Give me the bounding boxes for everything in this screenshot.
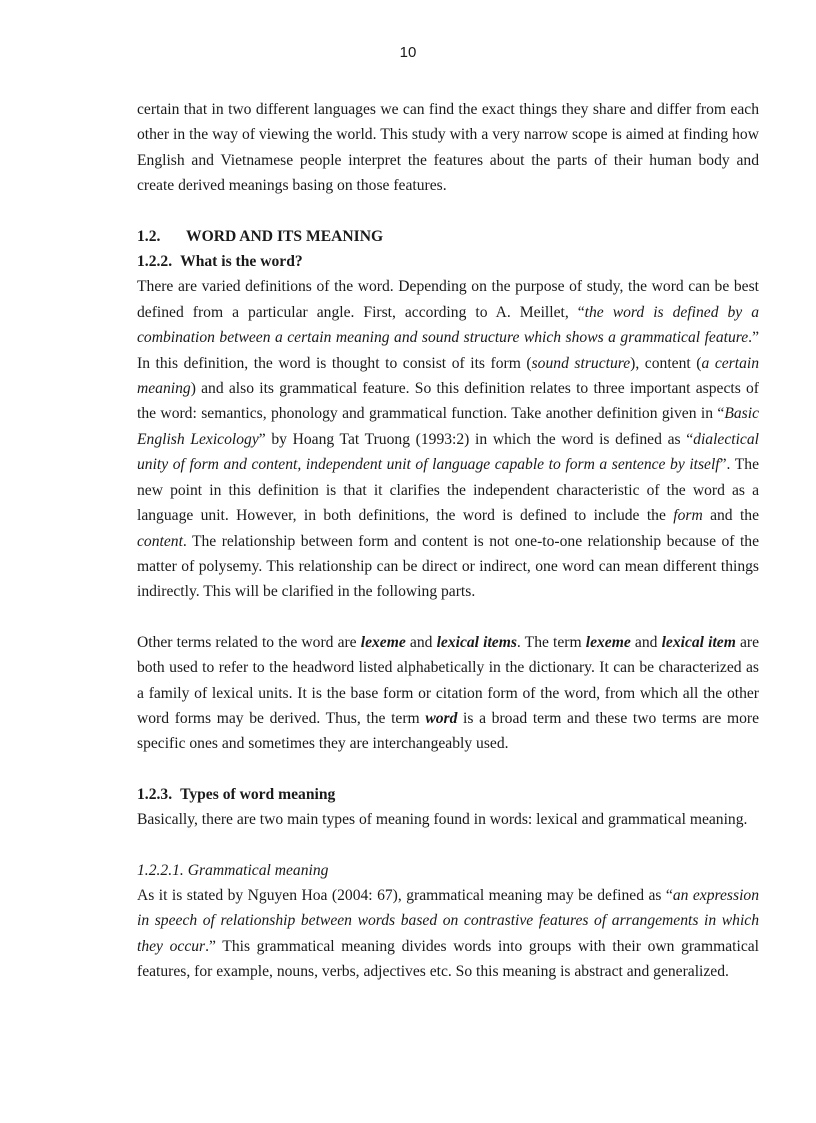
section-heading-1-2-3 [137, 782, 759, 807]
subsection-heading-1-2-2-1 [137, 858, 759, 883]
text-run: is a broad term and these two terms are more specific ones and sometimes they are interchangeably used. [137, 709, 759, 753]
section-number: 1.2.2. [137, 253, 173, 271]
italic-term: form [673, 507, 703, 525]
text-run: There are varied definitions of the word. Depending on the purpose of study, the word can be best defined from a particular angle. First, according to A. Meillet, “ [137, 278, 759, 321]
text-run: . The relationship between form and content is not one-to-one relationship because of the matter of polysemy. This relationship can be direct or indirect, one word can mean different things indirectly. This will be clarified in the following parts. [137, 532, 759, 601]
italic-quote: dialectical unity of form and content, independent unit of language capable to form a sentence by itself [137, 430, 759, 474]
terms-paragraph [137, 630, 759, 757]
grammatical-meaning-paragraph [137, 883, 759, 985]
text-run: are both used to refer to the headword listed alphabetically in the dictionary. It can be characterized as a family of lexical units. It is the base form or citation form of the word, from which all the other word forms may be derived. Thus, the term [137, 633, 760, 727]
section-number: 1.2. [137, 227, 161, 245]
section-title: Types of word meaning [180, 785, 336, 803]
text-run: ” by Hoang Tat Truong (1993:2) in which the word is defined as “ [258, 430, 694, 448]
bold-term: lexeme [585, 633, 631, 651]
section-title: What is the word? [180, 253, 303, 271]
definition-paragraph [137, 274, 759, 604]
text-run: ) and also its grammatical feature. So this definition relates to three important aspects of the word: semantics, phonology and grammatical function. Take another definition given in “ [137, 380, 759, 423]
page-number: 10 [399, 44, 417, 61]
subsection-number: 1.2.2.1. [137, 861, 184, 879]
text-run: .” This grammatical meaning divides words into groups with their own grammatical features, for example, nouns, verbs, adjectives etc. So this meaning is abstract and generalized. [137, 937, 759, 981]
bold-term: lexical item [661, 633, 736, 651]
italic-title: Basic English Lexicology [137, 405, 759, 448]
text-run: and [405, 633, 437, 651]
italic-term: sound structure [531, 354, 631, 372]
text-run: and [630, 633, 662, 651]
page-body [137, 97, 759, 985]
section-number: 1.2.3. [137, 785, 173, 803]
bold-term: lexeme [360, 633, 406, 651]
bold-term: word [425, 709, 458, 727]
italic-quote: the word is defined by a combination between a certain meaning and sound structure which shows a grammatical feature [137, 303, 759, 347]
types-paragraph: Basically, there are two main types of meaning found in words: lexical and grammatical meaning. [137, 811, 748, 829]
text-run: and the [702, 507, 759, 525]
text-run: As it is stated by Nguyen Hoa (2004: 67), grammatical meaning may be defined as “ [137, 886, 673, 904]
text-run: Other terms related to the word are [137, 633, 361, 651]
text-run: .” In this definition, the word is thought to consist of its form ( [137, 329, 759, 372]
section-heading-1-2-2 [137, 249, 759, 274]
italic-term: content [137, 532, 183, 550]
italic-term: a certain meaning [137, 354, 759, 398]
text-run: ”. The new point in this definition is that it clarifies the independent characteristic of the word as a language unit. However, in both definitions, the word is defined to include the [137, 456, 759, 525]
text-run: . The term [516, 633, 586, 651]
italic-quote: an expression in speech of relationship between words based on contrastive features of arrangements in which they occur [137, 886, 759, 955]
subsection-title: Grammatical meaning [187, 861, 329, 879]
bold-term: lexical items [436, 633, 517, 651]
section-heading-1-2 [137, 224, 759, 249]
text-run: ), content ( [630, 354, 702, 372]
intro-paragraph: certain that in two different languages we can find the exact things they share and differ from each other in the way of viewing the world. This study with a very narrow scope is aimed at finding how English and Vietnamese people interpret the features about the parts of their human body and create derived meanings basing on those features. [137, 101, 759, 195]
section-title: WORD AND ITS MEANING [186, 227, 384, 245]
